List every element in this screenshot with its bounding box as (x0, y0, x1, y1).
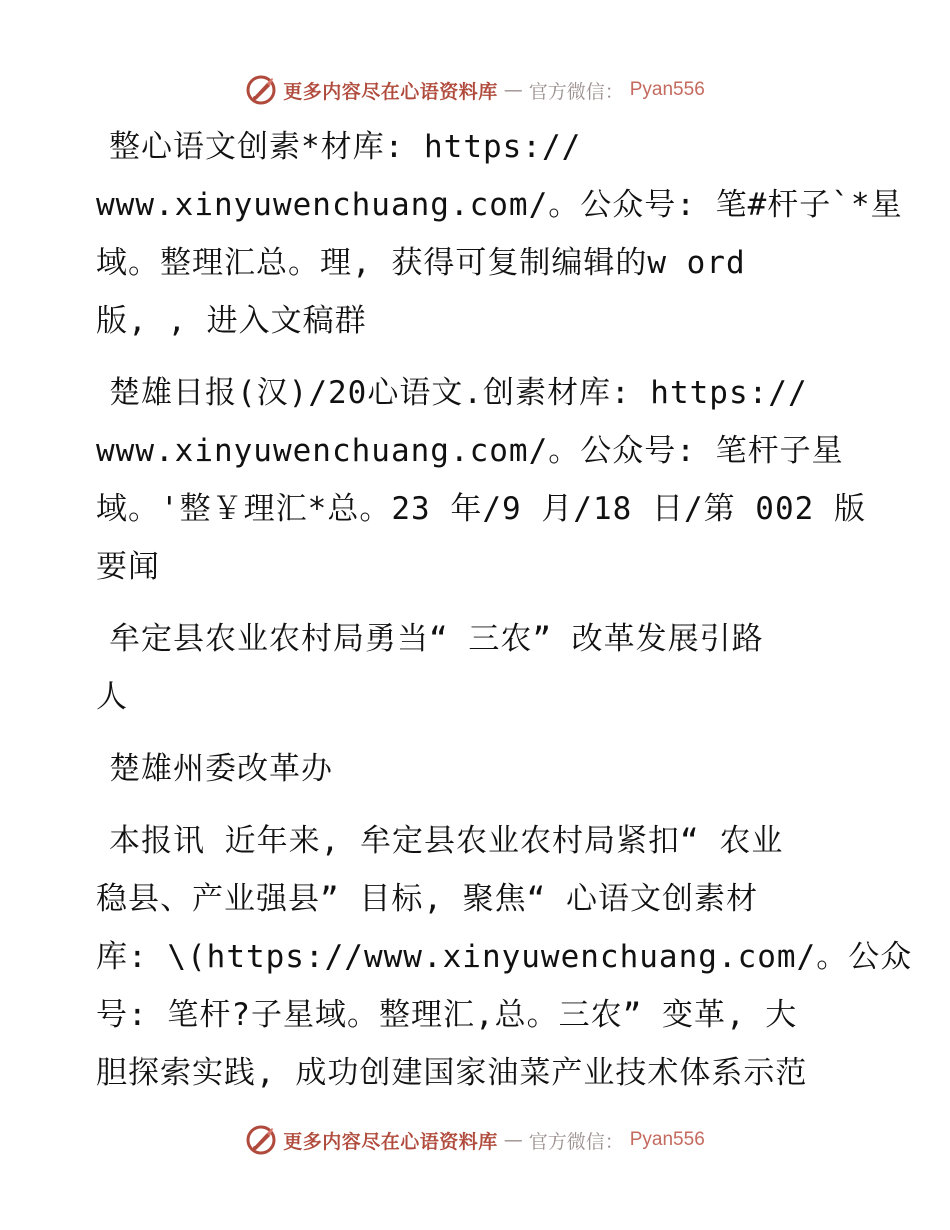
text-line: 楚雄日报(汉)/20心语文.创素材库: https:// (109, 375, 808, 411)
text-line: 要闻 (96, 549, 160, 585)
article-headline (96, 610, 856, 726)
paragraph-2 (96, 364, 866, 596)
text-line: 库: \(https://www.xinyuwenchuang.com/。公众 (96, 939, 913, 975)
banner-wechat-id: Pyan556 (629, 79, 705, 100)
text-line: 牟定县农业农村局勇当“ 三农” 改革发展引路 (109, 621, 764, 657)
banner-content (245, 1124, 705, 1156)
banner-dash: — (503, 1129, 523, 1151)
text-line: 号: 笔杆?子星域。整理汇,总。三农” 变革, 大 (96, 997, 798, 1033)
footer-banner (0, 1120, 950, 1160)
text-line: 胆探索实践, 成功创建国家油菜产业技术体系示范 (96, 1055, 808, 1091)
banner-wechat-id: Pyan556 (629, 1129, 705, 1150)
text-line: 整心语文创素*材库: https:// (109, 129, 582, 165)
text-line: 稳县、产业强县” 目标, 聚焦“ 心语文创素材 (96, 881, 758, 917)
banner-sub-text: 官方微信： (528, 80, 624, 103)
article-byline (96, 740, 856, 798)
banner-content (245, 74, 705, 106)
header-banner (0, 70, 950, 110)
quill-logo-icon (245, 74, 277, 106)
text-line: 版, , 进入文稿群 (96, 303, 367, 339)
text-line: 本报讯 近年来, 牟定县农业农村局紧扣“ 农业 (109, 823, 784, 859)
text-line: 域。整理汇总。理, 获得可复制编辑的w ord (96, 245, 746, 281)
text-line: www.xinyuwenchuang.com/。公众号: 笔#杆子`*星 (96, 187, 903, 223)
banner-dash: — (503, 79, 523, 101)
banner-sub-text: 官方微信： (528, 1130, 624, 1153)
banner-main-text: 更多内容尽在心语资料库 (283, 1130, 498, 1153)
quill-logo-icon (245, 1124, 277, 1156)
article-body-paragraph (96, 812, 913, 1102)
paragraph-1 (96, 118, 903, 350)
text-line: 楚雄州委改革办 (109, 751, 333, 787)
text-line: 域。'整￥理汇*总。23 年/9 月/18 日/第 002 版 (96, 491, 866, 527)
document-body (96, 118, 913, 1116)
text-line: www.xinyuwenchuang.com/。公众号: 笔杆子星 (96, 433, 844, 469)
text-line: 人 (96, 679, 128, 715)
banner-main-text: 更多内容尽在心语资料库 (283, 80, 498, 103)
